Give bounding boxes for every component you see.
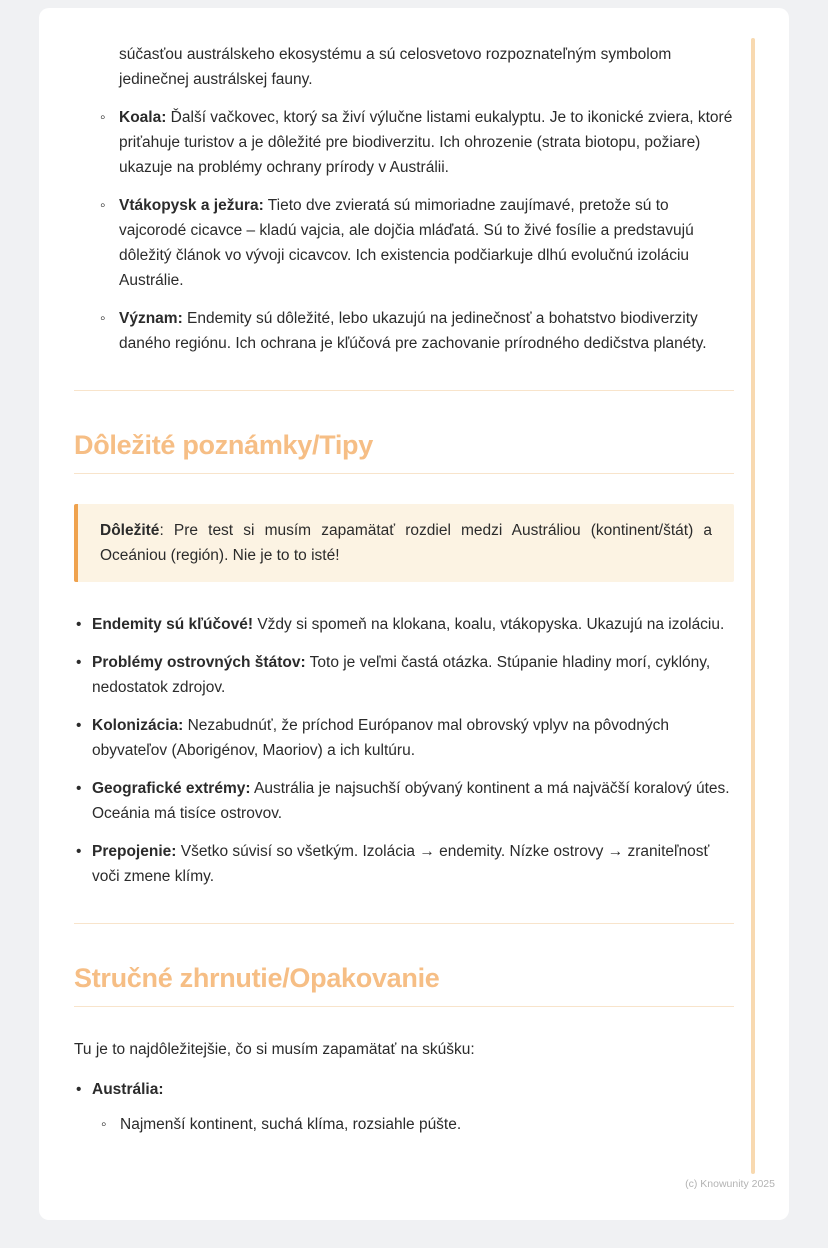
term-text: Najmenší kontinent, suchá klíma, rozsiahle púšte. [120, 1116, 462, 1133]
list-item-ostrovne-staty [74, 650, 734, 700]
term-text: Všetko súvisí so všetkým. Izolácia → endemity. Nízke ostrovy → zraniteľnosť voči zmene klímy. [92, 843, 710, 885]
term-label: Vtákopysk a ježura: [119, 197, 264, 214]
list-item-prepojenie [74, 839, 734, 889]
term-label: Význam: [119, 310, 183, 327]
term-text: Ďalší vačkovec, ktorý sa živí výlučne listami eukalyptu. Je to ikonické zviera, ktoré priťahuje turistov a je dôležité pre biodiverzitu. Ich ohrozenie (strata biotopu, požiare) ukazuje na problémy ochrany prírody v Austrálii. [119, 109, 733, 176]
term-label: Austrália: [92, 1081, 164, 1098]
list-item-kolonizacia [74, 713, 734, 763]
summary-intro: Tu je to najdôležitejšie, čo si musím zapamätať na skúšku: [74, 1041, 475, 1058]
section-heading-tips: Dôležité poznámky/Tipy [74, 433, 734, 474]
page-content [74, 42, 734, 1137]
term-label: Problémy ostrovných štátov: [92, 654, 306, 671]
term-text: Endemity sú dôležité, lebo ukazujú na jedinečnosť a bohatstvo biodiverzity daného regiónu. Ich ochrana je kľúčová pre zachovanie prírodného dedičstva planéty. [119, 310, 707, 352]
side-accent-bar [751, 38, 755, 1174]
tips-list [74, 612, 734, 889]
copyright-footer: (c) Knowunity 2025 [685, 1178, 775, 1190]
paragraph-continuation: súčasťou austrálskeho ekosystému a sú celosvetovo rozpoznateľným symbolom jedinečnej austrálskej fauny. [119, 46, 672, 88]
term-text: Vždy si spomeň na klokana, koalu, vtákopyska. Ukazujú na izoláciu. [253, 616, 725, 633]
section-heading-summary: Stručné zhrnutie/Opakovanie [74, 966, 734, 1007]
term-label: Prepojenie: [92, 843, 177, 860]
endemics-sublist [99, 105, 734, 356]
important-callout [74, 504, 734, 582]
term-text: Nezabudnúť, že príchod Európanov mal obrovský vplyv na pôvodných obyvateľov (Aborigénov, Maoriov) a ich kultúru. [92, 717, 670, 759]
callout-label: Dôležité [100, 522, 160, 539]
list-item-vyznam [99, 306, 734, 356]
list-item-koala [99, 105, 734, 180]
term-label: Koala: [119, 109, 167, 126]
term-text: Austrália je najsuchší obývaný kontinent a má najväčší koralový útes. Oceánia má tisíce ostrovov. [92, 780, 730, 822]
list-item-najmensi-kontinent [100, 1112, 734, 1137]
term-label: Geografické extrémy: [92, 780, 251, 797]
document-page [39, 8, 789, 1220]
term-text: Tieto dve zvieratá sú mimoriadne zaujímavé, pretože sú to vajcorodé cicavce – kladú vajcia, ale dojčia mláďatá. Sú to živé fosílie a predstavujú dôležitý článok vo vývoji cicavcov. Ich existencia podčiarkuje dlhú evolučnú izoláciu Austrálie. [119, 197, 694, 289]
list-item-australia [74, 1077, 734, 1137]
list-item-vtakopysk [99, 193, 734, 293]
term-label: Endemity sú kľúčové! [92, 616, 254, 633]
australia-sublist [100, 1112, 734, 1137]
term-text: Toto je veľmi častá otázka. Stúpanie hladiny morí, cyklóny, nedostatok zdrojov. [92, 654, 711, 696]
list-item-geograficke-extremy [74, 776, 734, 826]
list-item-endemity [74, 612, 734, 637]
section-divider [74, 390, 734, 391]
term-label: Kolonizácia: [92, 717, 184, 734]
section-divider [74, 923, 734, 924]
callout-text: : Pre test si musím zapamätať rozdiel medzi Austráliou (kontinent/štát) a Oceániou (región). Nie je to to isté! [100, 522, 712, 564]
